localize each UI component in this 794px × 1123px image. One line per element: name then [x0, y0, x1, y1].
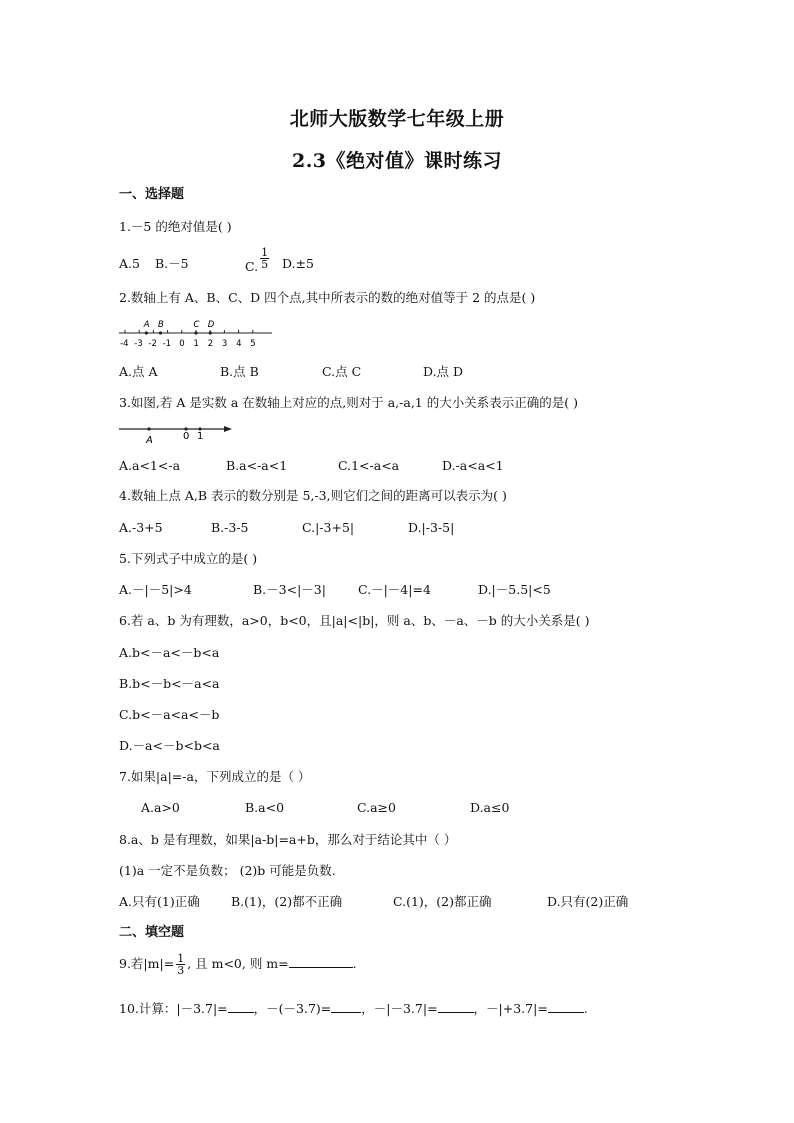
- q2-point-a: [145, 331, 148, 334]
- arrow-icon: [224, 426, 232, 432]
- q9-middle: , 且 m<0, 则 m=: [187, 956, 289, 971]
- q2-options: [0, 364, 794, 382]
- q1-fraction-den: 5: [261, 258, 269, 271]
- q5-option-d: D.|－5.5|<5: [478, 582, 551, 597]
- section-heading-choice: 一、选择题: [119, 187, 185, 202]
- q7-option-b: B.a<0: [245, 800, 285, 815]
- q9-fraction: [176, 953, 185, 976]
- q2-point-label: C: [193, 320, 200, 330]
- q8-conditions: (1)a 一定不是负数； (2)b 可能是负数.: [119, 863, 336, 878]
- q2-tick-label: 2: [207, 339, 214, 348]
- q2-option-c: C.点 C: [322, 364, 362, 379]
- q2-option-a: A.点 A: [119, 364, 158, 379]
- q3-option-b: B.a<-a<1: [226, 458, 288, 473]
- q8-option-a: A.只有(1)正确: [119, 894, 200, 909]
- q1-option-c-label: C.: [245, 259, 259, 274]
- q10-part4: ，－|+3.7|=: [473, 1001, 548, 1016]
- q2-tick-label: 1: [193, 339, 199, 348]
- q2-tick-label: -3: [134, 339, 143, 348]
- q2-point-label: B: [158, 320, 164, 330]
- q1-option-d: D.±5: [282, 256, 314, 271]
- q2-tick-label: 0: [179, 339, 185, 348]
- section-heading-fill: 二、填空题: [119, 925, 185, 940]
- q7-option-c: C.a≥0: [357, 800, 396, 815]
- q1-fraction: [260, 247, 269, 270]
- q9-end: .: [352, 956, 357, 971]
- q5-option-a: A.－|－5|>4: [119, 582, 192, 597]
- q2-number-line: [116, 316, 276, 348]
- q8-option-b: B.(1)，(2)都不正确: [231, 894, 343, 909]
- q5-stem: 5.下列式子中成立的是( ): [119, 551, 258, 566]
- q1-option-c: [245, 246, 271, 274]
- q10-blank-1[interactable]: [228, 1000, 254, 1013]
- q10-end: .: [583, 1001, 588, 1016]
- q3-point-a: [147, 427, 150, 430]
- q9-answer-blank[interactable]: [289, 955, 353, 968]
- q2-point-c: [194, 331, 197, 334]
- q8-stem: 8.a、b 是有理数，如果|a-b|=a+b，那么对于结论其中（ ）: [119, 832, 457, 847]
- q2-point-label: D: [207, 320, 215, 330]
- q10-line: [119, 1000, 588, 1017]
- q10-part3: ，－|－3.7|=: [361, 1001, 438, 1016]
- q2-stem: 2.数轴上有 A、B、C、D 四个点,其中所表示的数的绝对值等于 2 的点是( ): [119, 290, 536, 305]
- q10-blank-4[interactable]: [548, 1000, 584, 1013]
- q10-part2: ，－(－3.7)=: [253, 1001, 332, 1016]
- q4-option-a: A.-3+5: [119, 520, 163, 535]
- q2-tick-label: -2: [148, 339, 157, 348]
- q2-point-b: [159, 331, 162, 334]
- q5-option-b: B.－3<|－3|: [253, 582, 326, 597]
- q10-blank-2[interactable]: [331, 1000, 361, 1013]
- q1-fraction-num: 1: [261, 246, 269, 259]
- q3-stem: 3.如图,若 A 是实数 a 在数轴上对应的点,则对于 a,-a,1 的大小关系表示正确的是( ): [119, 395, 578, 410]
- q2-point-d: [209, 331, 212, 334]
- q2-option-d: D.点 D: [423, 364, 464, 379]
- q2-tick-label: 5: [250, 339, 256, 348]
- q3-tick-zero: 0: [183, 431, 190, 442]
- q3-label-a: A: [146, 435, 153, 446]
- q6-option-b: B.b<－b<－a<a: [119, 676, 220, 691]
- q2-option-b: B.点 B: [220, 364, 259, 379]
- q5-option-c: C.－|－4|=4: [358, 582, 431, 597]
- q7-option-a: A.a>0: [141, 800, 180, 815]
- q4-option-c: C.|-3+5|: [302, 520, 355, 535]
- q2-tick-label: 4: [236, 339, 242, 348]
- q9-fraction-den: 3: [177, 964, 185, 977]
- q4-options: [0, 520, 794, 538]
- q9-line: [119, 953, 357, 976]
- q6-stem: 6.若 a、b 为有理数，a>0，b<0，且|a|<|b|，则 a、b、－a、－b 的大小关系是( ): [119, 613, 590, 628]
- q1-option-a: A.5: [119, 256, 140, 271]
- q2-point-label: A: [143, 320, 150, 330]
- q6-option-c: C.b<－a<a<－b: [119, 707, 220, 722]
- q7-options: [0, 800, 794, 818]
- q3-options: [0, 458, 794, 476]
- q3-tick-one: 1: [197, 431, 204, 442]
- q8-option-c: C.(1)，(2)都正确: [393, 894, 492, 909]
- q8-options: [0, 894, 794, 912]
- q9-prefix: 9.若|m|=: [119, 956, 175, 971]
- q6-option-a: A.b<－a<－b<a: [119, 645, 220, 660]
- q2-tick-label: -4: [120, 339, 129, 348]
- q10-part1: 10.计算：|－3.7|=: [119, 1001, 228, 1016]
- q2-tick-label: 3: [221, 339, 228, 348]
- doc-subtitle: 2.3《绝对值》课时练习: [291, 150, 503, 172]
- q8-option-d: D.只有(2)正确: [547, 894, 629, 909]
- q2-tick-label: -1: [162, 339, 172, 348]
- q3-option-a: A.a<1<-a: [119, 458, 181, 473]
- q3-option-c: C.1<-a<a: [338, 458, 400, 473]
- q4-stem: 4.数轴上点 A,B 表示的数分别是 5,-3,则它们之间的距离可以表示为( ): [119, 488, 507, 503]
- q9-fraction-num: 1: [177, 952, 185, 965]
- q3-number-line: [116, 422, 236, 446]
- q4-option-d: D.|-3-5|: [408, 520, 455, 535]
- q4-option-b: B.-3-5: [211, 520, 249, 535]
- q1-option-b: B.－5: [155, 256, 189, 271]
- q10-blank-3[interactable]: [438, 1000, 474, 1013]
- q7-stem: 7.如果|a|=-a，下列成立的是（ ）: [119, 769, 311, 784]
- doc-title: 北师大版数学七年级上册: [289, 108, 505, 130]
- q3-option-d: D.-a<a<1: [442, 458, 504, 473]
- q7-option-d: D.a≤0: [470, 800, 510, 815]
- q1-stem: 1.－5 的绝对值是( ): [119, 219, 232, 234]
- q5-options: [0, 582, 794, 600]
- q6-option-d: D.－a<－b<b<a: [119, 738, 220, 753]
- q1-options: [0, 246, 794, 275]
